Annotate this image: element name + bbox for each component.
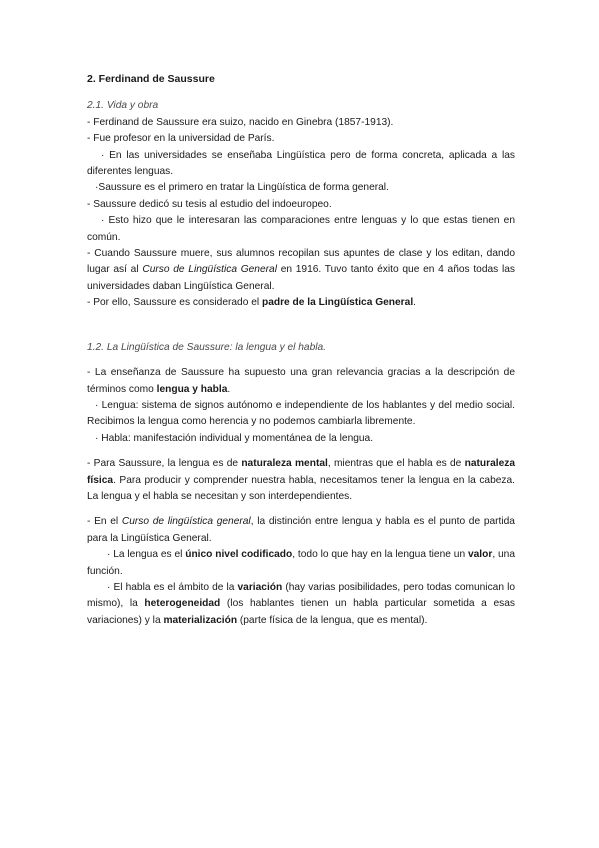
paragraph-comparisons: · Esto hizo que le interesaran las comparaciones entre lenguas y lo que estas tienen en común. — [87, 215, 515, 243]
variacion-bold: variación — [237, 581, 283, 593]
paragraph-birth: - Ferdinand de Saussure era suizo, nacido en Ginebra (1857-1913). — [87, 116, 394, 128]
paragraph-relevance: - La enseñanza de Saussure ha supuesto una gran relevancia gracias a la descripción de términos como lengua y habla. — [87, 367, 515, 395]
course-italic: Curso de lingüística general — [121, 516, 251, 528]
mental-bold: naturaleza mental — [241, 458, 328, 470]
heterogeneidad-bold: heterogeneidad — [144, 598, 221, 610]
valor-bold: valor — [467, 549, 493, 561]
paragraph-first-general: ·Saussure es el primero en tratar la Lingüística de forma general. — [95, 182, 389, 194]
paragraph-professor: - Fue profesor en la universidad de París. — [87, 133, 275, 145]
paragraph-distinction: - En el Curso de lingüística general, la distinción entre lengua y habla es el punto de partida para la Lingüística General. — [87, 516, 515, 544]
subsection-title-lengua-habla: 1.2. La Lingüística de Saussure: la lengua y el habla. — [87, 341, 327, 353]
father-bold: padre de la Lingüística General — [261, 297, 414, 309]
materializacion-bold: materialización — [163, 614, 238, 626]
paragraph-universities: · En las universidades se enseñaba Lingüística pero de forma concreta, aplicada a las diferentes lenguas. — [87, 149, 515, 178]
fisica-bold: naturaleza física — [87, 458, 515, 486]
paragraph-nature: - Para Saussure, la lengua es de naturaleza mental, mientras que el habla es de naturaleza física. Para producir y comprender nuestra habla, necesitamos tener la lengua en la cabeza. La lengua y el habla se necesitan y son interdependientes. — [87, 458, 515, 502]
paragraph-habla-def: · Habla: manifestación individual y momentánea de la lengua. — [95, 432, 374, 444]
paragraph-habla-variacion: · El habla es el ámbito de la variación (hay varias posibilidades, pero todas comunican lo mismo), la heterogeneidad (los hablantes tienen un habla particular sometida a esas variaciones) y la materialización (parte física de la lengua, que es mental). — [87, 581, 515, 626]
lengua-habla-bold: lengua y habla — [156, 383, 228, 395]
codificado-bold: único nivel codificado — [185, 549, 293, 561]
paragraph-thesis: - Saussure dedicó su tesis al estudio del indoeuropeo. — [87, 198, 332, 210]
paragraph-course: - Cuando Saussure muere, sus alumnos recopilan sus apuntes de clase y los editan, dando lugar así al Curso de Lingüística General en 1916. Tuvo tanto éxito que en 4 años todas las universidades daban Lingüística General. — [87, 248, 515, 292]
paragraph-father: - Por ello, Saussure es considerado el padre de la Lingüística General. — [87, 297, 416, 309]
section-title: 2. Ferdinand de Saussure — [87, 73, 215, 85]
subsection-title-vida-y-obra: 2.1. Vida y obra — [87, 100, 159, 112]
paragraph-lengua-codificado: · La lengua es el único nivel codificado, todo lo que hay en la lengua tiene un valor, una función. — [87, 549, 515, 577]
course-title-italic: Curso de Lingüística General — [142, 264, 277, 276]
paragraph-lengua-def: · Lengua: sistema de signos autónomo e independiente de los hablantes y del medio social. Recibimos la lengua como herencia y no podemos cambiarla libremente. — [87, 399, 515, 428]
